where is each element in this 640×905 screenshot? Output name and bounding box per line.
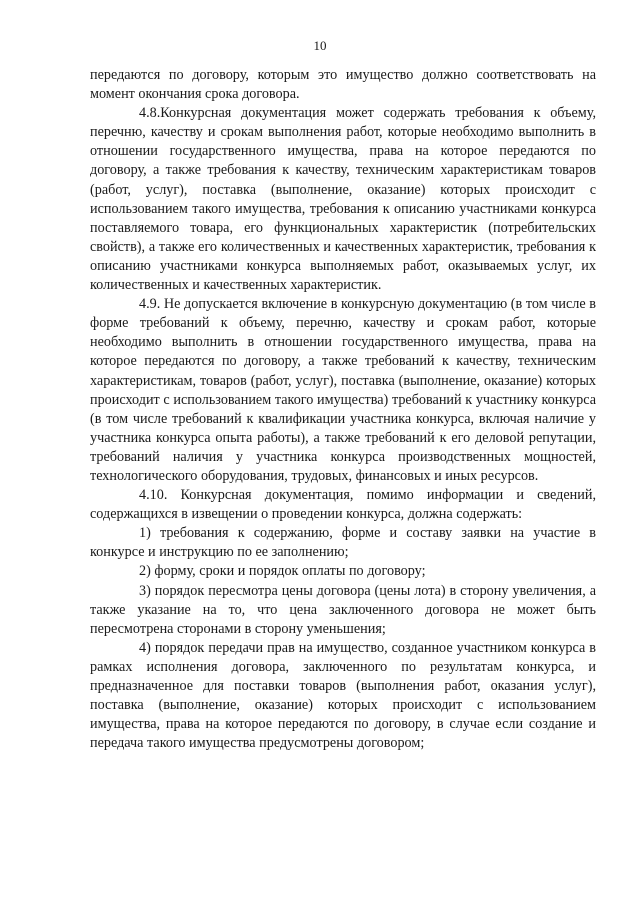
paragraph-continuation: передаются по договору, которым это имущество должно соответствовать на момент окончания срока договора. xyxy=(90,67,596,103)
list-item-2: 2) форму, сроки и порядок оплаты по договору; xyxy=(139,563,426,580)
page-number: 10 xyxy=(313,38,327,53)
paragraph-4-8: 4.8.Конкурсная документация может содержать требования к объему, перечню, качеству и срокам выполнения работ, которые необходимо выполнить в отношении государственного имущества, права на которое передаются по договору, а также требования к качеству, техническим характеристикам товаров (работ, услуг), поставка (выполнение, оказание) которых происходит с использованием такого имущества, требования к описанию участниками конкурса поставляемого товара, его функциональных характеристик (потребительских свойств), а также его количественных и качественных характеристик, требования к описанию участниками конкурса выполняемых работ, оказываемых услуг, их количественных и качественных характеристик. xyxy=(90,105,596,294)
list-item-1: 1) требования к содержанию, форме и составу заявки на участие в конкурсе и инструкцию по ее заполнению; xyxy=(90,525,596,561)
paragraph-4-10: 4.10. Конкурсная документация, помимо информации и сведений, содержащихся в извещении о проведении конкурса, должна содержать: xyxy=(90,487,596,523)
list-item-3: 3) порядок пересмотра цены договора (цены лота) в сторону увеличения, а также указание на то, что цена заключенного договора не может быть пересмотрена сторонами в сторону уменьшения; xyxy=(90,582,596,637)
list-item-4: 4) порядок передачи прав на имущество, созданное участником конкурса в рамках исполнения договора, заключенного по результатам конкурса, и предназначенное для поставки товаров (выполнения работ, оказания услуг), поставка (выполнение, оказание) которых происходит с использованием имущества, права на которое передаются по договору, в случае если создание и передача такого имущества предусмотрены договором; xyxy=(90,639,596,752)
paragraph-4-9: 4.9. Не допускается включение в конкурсную документацию (в том числе в форме требований к объему, перечню, качеству и срокам работ, которые необходимо выполнить в отношении государственного имущества, права на которое передаются по договору, а также требований к качеству, техническим характеристикам, товаров (работ, услуг), поставка (выполнение, оказание) которых происходит с использованием такого имущества) требований к участнику конкурса (в том числе требований к квалификации участника конкурса, включая наличие у участника конкурса опыта работы), а также требований к его деловой репутации, требований наличия у участника конкурса производственных мощностей, технологического оборудования, трудовых, финансовых и иных ресурсов. xyxy=(90,296,596,484)
document-body xyxy=(90,66,596,753)
